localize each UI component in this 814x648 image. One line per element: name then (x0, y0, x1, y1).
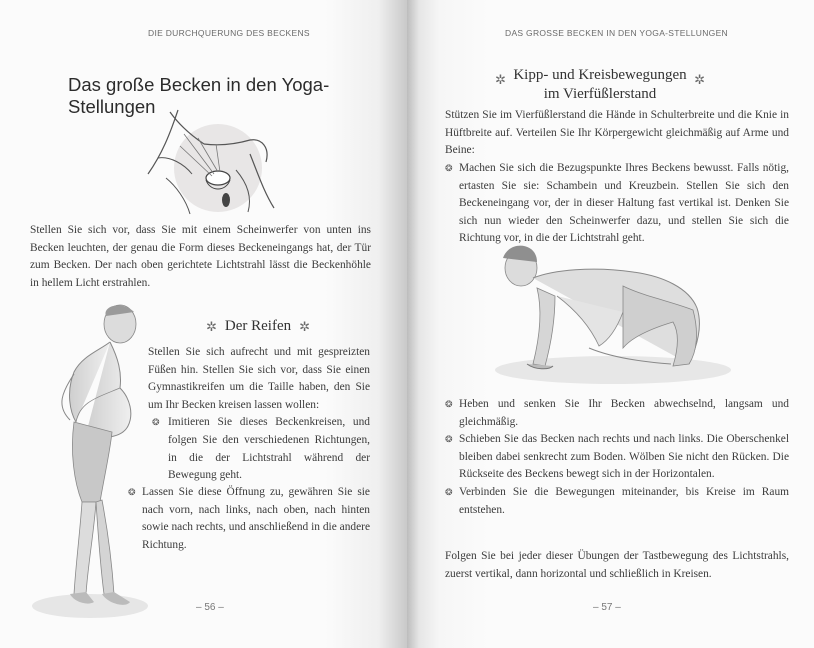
list-item-text: Machen Sie sich die Bezugspunkte Ihres Beckens bewusst. Falls nötig, ertasten Sie sie: Schambein und Kreuzbein. Stellen Sie sich den Beckeneingang vor, der in dieser Haltung fast vertikal ist. Denken Sie sich nun wieder den Scheinwerfer dazu, und stellen Sie sich die Richtung vor, in die der Lichtstrahl geht. (459, 162, 789, 245)
sun-bullet-icon: ❂ (445, 434, 453, 445)
star-ornament-icon: ✲ (299, 318, 311, 334)
running-head-right: DAS GROSSE BECKEN IN DEN YOGA-STELLUNGEN (505, 28, 728, 38)
list-item (445, 160, 789, 248)
list-item-text: Lassen Sie diese Öffnung zu, gewähren Sie sie nach vorn, nach links, nach oben, nach hinten sowie nach rechts, und anschließend in die andere Richtung. (142, 486, 370, 551)
page-number-right: – 57 – (593, 602, 621, 613)
list-item (445, 396, 789, 431)
running-head-left: DIE DURCHQUERUNG DES BECKENS (148, 28, 310, 38)
reifen-outer-list (128, 484, 370, 554)
list-item-text: Imitieren Sie dieses Beckenkreisen, und folgen Sie den verschiedenen Richtungen, in die der Lichtstrahl während der Bewegung geht. (168, 416, 370, 482)
reifen-body (148, 344, 370, 485)
kipp-intro: Stützen Sie im Vierfüßlerstand die Hände in Schulterbreite und die Knie in Hüftbreite auf. Verteilen Sie Ihr Körpergewicht gleichmäßig auf Arme und Beine: (445, 109, 789, 157)
list-item (445, 431, 789, 484)
all-fours-woman-illustration (493, 236, 733, 386)
kipp-list-bottom (445, 396, 789, 519)
star-ornament-icon: ✲ (206, 318, 217, 334)
sun-bullet-icon: ❂ (128, 487, 136, 497)
list-item (152, 414, 370, 484)
heading-line-1: Kipp- und Kreisbewegungen (513, 67, 687, 83)
reifen-inner-list (148, 414, 370, 484)
standing-woman-illustration (30, 302, 150, 620)
star-ornament-icon: ✲ (694, 72, 705, 87)
section-heading-reifen (206, 318, 310, 335)
list-item-text: Schieben Sie das Becken nach rechts und nach links. Die Oberschenkel bleiben dabei senkrecht zum Boden. Wölben Sie nicht den Rücken. Die Rückseite des Beckens bewegt sich in der Horizontalen. (459, 433, 789, 481)
closing-paragraph: Folgen Sie bei jeder dieser Übungen der Tastbewegung des Lichtstrahls, zuerst vertikal, dann horizontal und schließlich in Kreisen. (445, 550, 789, 580)
sun-bullet-icon: ❂ (445, 486, 453, 497)
chapter-title: Das große Becken in den Yoga-Stellungen (68, 74, 330, 117)
sun-bullet-icon: ❂ (152, 417, 160, 428)
list-item (445, 484, 789, 519)
right-page (407, 0, 814, 648)
list-item (128, 484, 370, 554)
list-item-text: Heben und senken Sie Ihr Becken abwechselnd, langsam und gleichmäßig. (459, 398, 789, 428)
sun-bullet-icon: ❂ (445, 399, 453, 409)
list-item-text: Verbinden Sie die Bewegungen miteinander, bis Kreise im Raum entstehen. (459, 485, 789, 516)
pelvis-illustration (140, 104, 290, 218)
sun-bullet-icon: ❂ (445, 163, 453, 173)
reifen-intro: Stellen Sie sich aufrecht und mit gespreizten Füßen hin. Stellen Sie sich vor, dass Sie einen Gymnastikreifen um die Taille haben, den Sie um Ihr Becken kreisen lassen wollen: (148, 346, 370, 411)
section-heading-kipp (495, 66, 705, 104)
star-ornament-icon: ✲ (495, 72, 506, 87)
page-number-left: – 56 – (196, 602, 224, 613)
heading-line-2: im Vierfüßlerstand (543, 86, 657, 102)
kipp-list-top (445, 160, 789, 248)
section-heading-label: Der Reifen (224, 318, 292, 334)
intro-paragraph: Stellen Sie sich vor, dass Sie mit einem Scheinwerfer von unten ins Becken leuchten, der genau die Form dieses Beckeneingangs hat, der Tür zum Becken. Der nach oben gerichtete Lichtstrahl lässt die Beckenhöhle in hellem Licht erstrahlen. (30, 224, 371, 289)
